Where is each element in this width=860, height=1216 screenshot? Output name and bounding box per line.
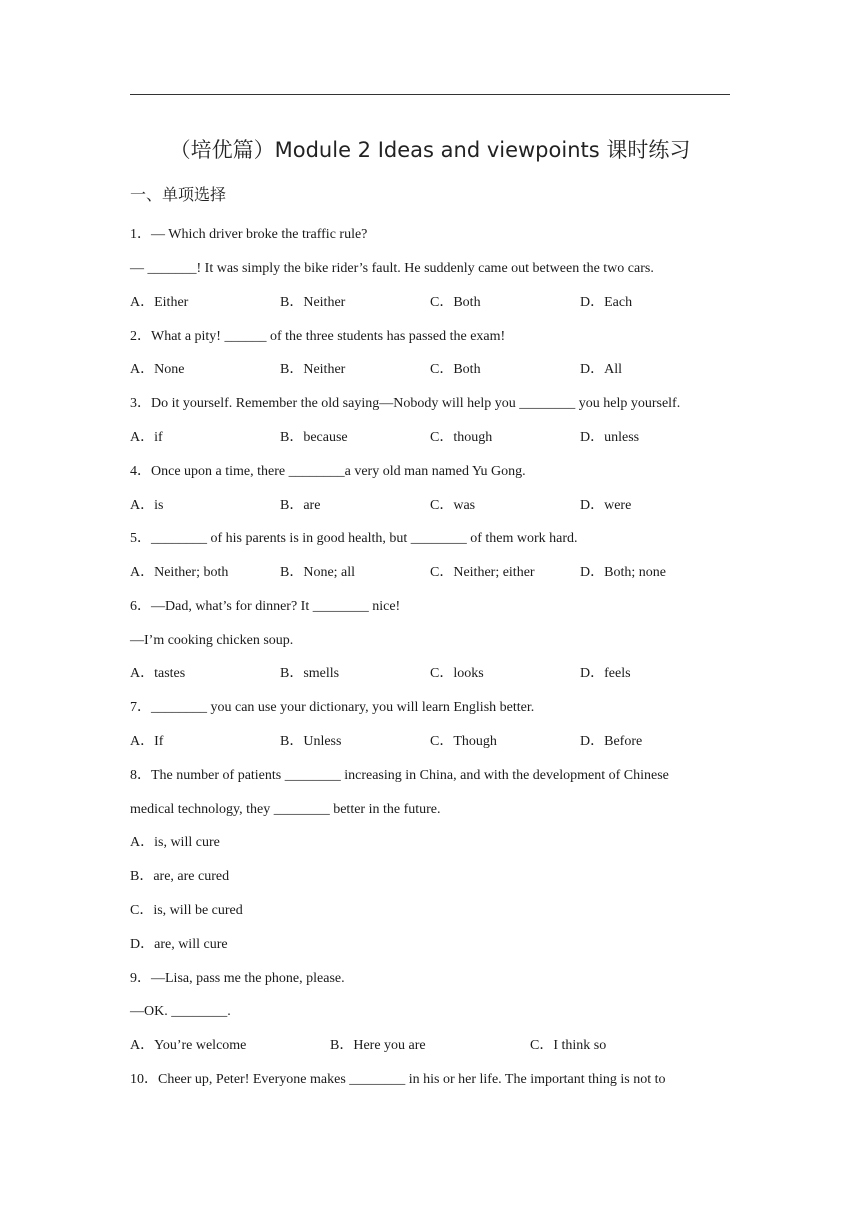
q4-option-b: B．are [280,498,321,513]
q3-option-c: C．though [430,430,493,445]
question-5-stem: 5．________ of his parents is in good health, but ________ of them work hard. [130,531,578,546]
q7-option-d: D．Before [580,734,643,749]
q9-option-b: B．Here you are [330,1038,426,1053]
question-4-stem: 4．Once upon a time, there ________a very old man named Yu Gong. [130,464,526,479]
section-heading: 一、单项选择 [130,185,227,204]
q4-option-a: A．is [130,498,164,513]
q2-option-a: A．None [130,362,185,377]
q3-option-a: A．if [130,430,163,445]
q7-option-a: A．If [130,734,164,749]
q9-option-c: C．I think so [530,1038,607,1053]
q9-option-a: A．You’re welcome [130,1038,247,1053]
q8-option-a: A．is, will cure [130,835,220,850]
q5-option-b: B．None; all [280,565,356,580]
question-8-stem: 8．The number of patients ________ increasing in China, and with the development of Chinese [130,768,669,783]
q7-option-b: B．Unless [280,734,342,749]
q2-option-c: C．Both [430,362,481,377]
q6-option-c: C．looks [430,666,484,681]
q8-option-d: D．are, will cure [130,937,228,952]
q4-option-c: C．was [430,498,476,513]
q1-option-a: A．Either [130,295,189,310]
q5-option-a: A．Neither; both [130,565,229,580]
header-rule [130,94,730,95]
question-6-reply: —I’m cooking chicken soup. [130,633,294,648]
q5-option-d: D．Both; none [580,565,666,580]
q5-option-c: C．Neither; either [430,565,535,580]
q3-option-d: D．unless [580,430,640,445]
question-8-stem-continued: medical technology, they ________ better in the future. [130,802,441,817]
question-6-stem: 6．—Dad, what’s for dinner? It ________ nice! [130,599,401,614]
q2-option-d: D．All [580,362,622,377]
q4-option-d: D．were [580,498,632,513]
question-7-stem: 7．________ you can use your dictionary, you will learn English better. [130,700,535,715]
q3-option-b: B．because [280,430,348,445]
q6-option-d: D．feels [580,666,631,681]
q6-option-b: B．smells [280,666,340,681]
question-10-stem: 10．Cheer up, Peter! Everyone makes ________ in his or her life. The important thing is not to [130,1072,666,1087]
q1-option-c: C．Both [430,295,481,310]
question-1-stem: 1．— Which driver broke the traffic rule? [130,227,368,242]
question-1-reply: — _______! It was simply the bike rider’s fault. He suddenly came out between the two cars. [130,261,654,276]
q2-option-b: B．Neither [280,362,346,377]
q1-option-d: D．Each [580,295,633,310]
question-3-stem: 3．Do it yourself. Remember the old saying—Nobody will help you ________ you help yourself. [130,396,681,411]
q6-option-a: A．tastes [130,666,186,681]
q1-option-b: B．Neither [280,295,346,310]
question-2-stem: 2．What a pity! ______ of the three students has passed the exam! [130,329,506,344]
q8-option-c: C．is, will be cured [130,903,243,918]
question-9-stem: 9．—Lisa, pass me the phone, please. [130,971,345,986]
page-title: （培优篇）Module 2 Ideas and viewpoints 课时练习 [169,138,691,162]
question-9-reply: —OK. ________. [130,1004,231,1019]
q7-option-c: C．Though [430,734,497,749]
q8-option-b: B．are, are cured [130,869,230,884]
